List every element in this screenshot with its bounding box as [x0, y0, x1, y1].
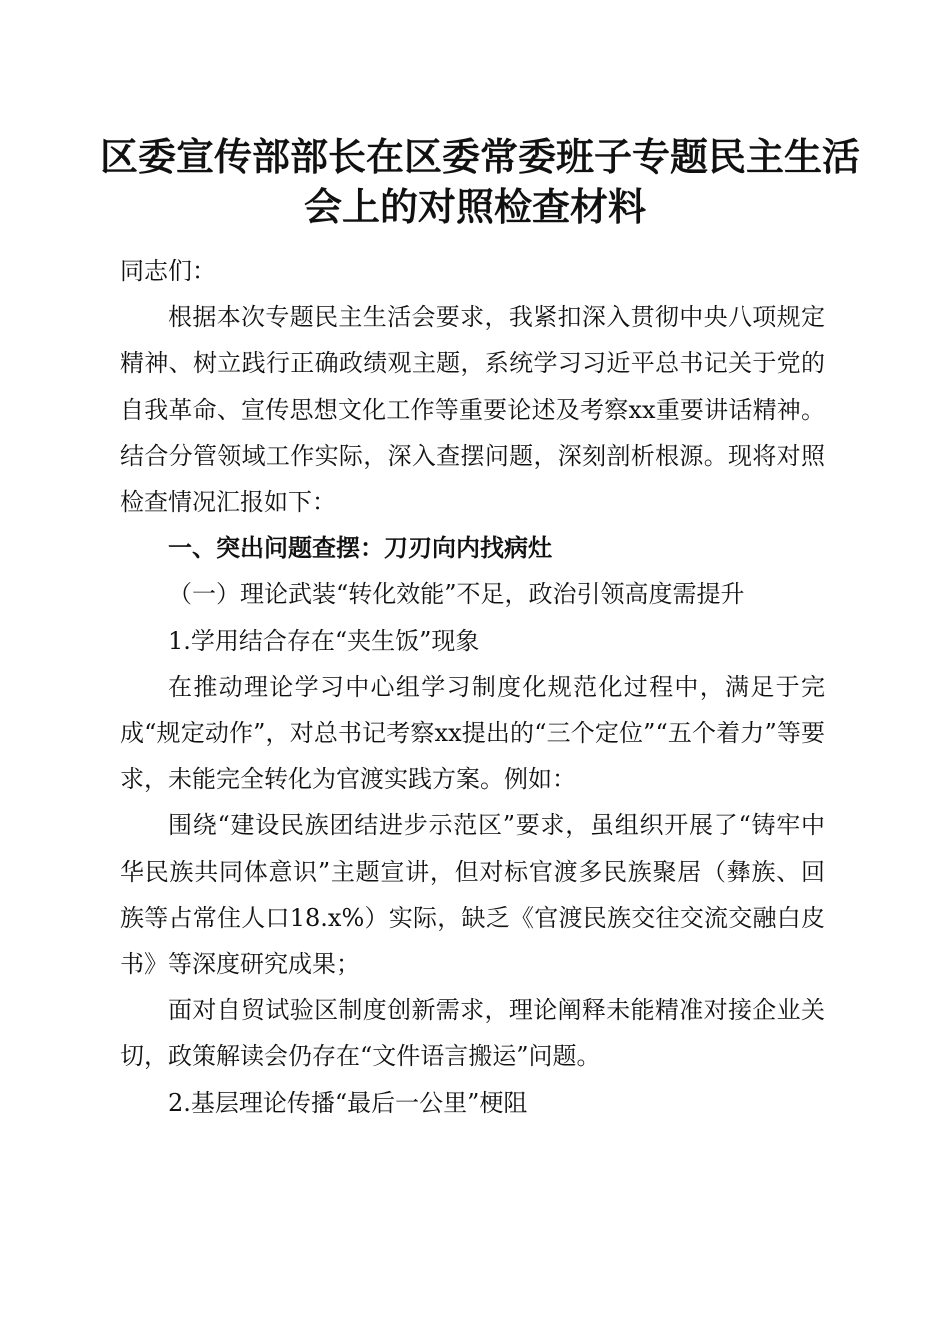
subsection-heading-1: （一）理论武装“转化效能”不足，政治引领高度需提升 [168, 580, 745, 609]
item-heading-2: 2.基层理论传播“最后一公里”梗阻 [168, 1088, 528, 1117]
document-body [120, 248, 825, 1126]
item-heading-1: 1.学用结合存在“夹生饭”现象 [168, 626, 480, 655]
intro-paragraph: 根据本次专题民主生活会要求，我紧扣深入贯彻中央八项规定精神、树立践行正确政绩观主题，系统学习习近平总书记关于党的自我革命、宣传思想文化工作等重要论述及考察xx重要讲话精神。结合分管领域工作实际，深入查摆问题，深刻剖析根源。现将对照检查情况汇报如下： [120, 303, 825, 517]
title-line-2: 会上的对照检查材料 [303, 184, 646, 229]
body-paragraph-3: 面对自贸试验区制度创新需求，理论阐释未能精准对接企业关切，政策解读会仍存在“文件语言搬运”问题。 [120, 996, 825, 1071]
section-heading-1: 一、突出问题查摆：刀刃向内找病灶 [168, 534, 552, 563]
body-paragraph-1: 在推动理论学习中心组学习制度化规范化过程中，满足于完成“规定动作”，对总书记考察xx提出的“三个定位”“五个着力”等要求，未能完全转化为官渡实践方案。例如： [120, 672, 825, 794]
title-line-1: 区委宣传部部长在区委常委班子专题民主生活 [100, 134, 861, 179]
body-paragraph-2: 围绕“建设民族团结进步示范区”要求，虽组织开展了“铸牢中华民族共同体意识”主题宣讲，但对标官渡多民族聚居（彝族、回族等占常住人口18.x%）实际，缺乏《官渡民族交往交流交融白皮书》等深度研究成果； [120, 811, 825, 979]
salutation: 同志们： [120, 257, 216, 285]
document-title [100, 132, 861, 232]
